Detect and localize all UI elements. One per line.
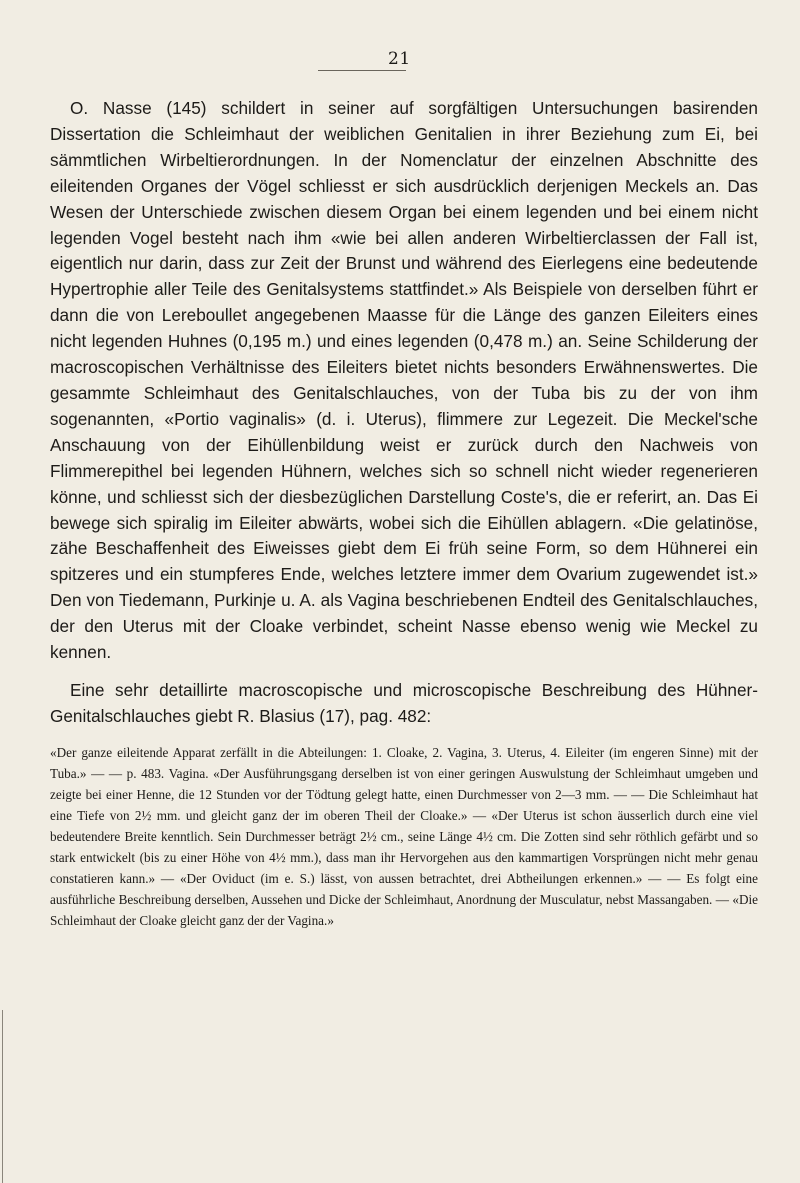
paragraph-nasse: O. Nasse (145) schildert in seiner auf sorgfältigen Untersuchungen basirenden Dissertation die Schleimhaut der weiblichen Genitalien in ihrer Beziehung zum Ei, bei sämmtlichen Wirbeltierordnungen. In der Nomenclatur der einzelnen Abschnitte des eileitenden Organes der Vögel schliesst er sich ausdrücklich derjenigen Meckels an. Das Wesen der Unterschiede zwischen diesem Organ bei einem legenden und bei einem nicht legenden Vogel besteht nach ihm «wie bei allen anderen Wirbeltierclassen der Fall ist, eigentlich nur darin, dass zur Zeit der Brunst und während des Eierlegens eine bedeutende Hypertrophie aller Teile des Genitalsystems stattfindet.» Als Beispiele von derselben führt er dann die von Lereboullet angegebenen Maasse für die Länge des ganzen Eileiters eines nicht legenden Huhnes (0,195 m.) und eines legenden (0,478 m.) an. Seine Schilderung der macroscopischen Verhältnisse des Eileiters bietet nichts besonders Erwähnenswertes. Die gesammte Schleimhaut des Genitalschlauches, von der Tuba bis zu der von ihm sogenannten, «Portio vaginalis» (d. i. Uterus), flimmere zur Legezeit. Die Meckel'sche Anschauung von der Eihüllenbildung weist er zurück durch den Nachweis von Flimmerepithel bei legenden Hühnern, welches sich so schnell nicht wieder regenerieren könne, und schliesst sich der diesbezüglichen Darstellung Coste's, die er referirt, an. Das Ei bewege sich spiralig im Eileiter abwärts, wobei sich die Eihüllen ablagern. «Die gelatinöse, zähe Beschaffenheit des Eiweisses giebt dem Ei früh seine Form, so dem Hühnerei ein spitzeres und ein stumpferes Ende, welches letztere immer dem Ovarium zugewendet ist.» Den von Tiedemann, Purkinje u. A. als Vagina beschriebenen Endteil des Genitalschlauches, der den Uterus mit der Cloake verbindet, scheint Nasse ebenso wenig wie Meckel zu kennen. xyxy=(50,98,758,663)
page-edge-line xyxy=(2,1010,3,1183)
page-number: 21 xyxy=(388,49,411,69)
page-content xyxy=(50,96,758,931)
header-rule xyxy=(318,70,406,71)
paragraph-blasius-intro: Eine sehr detaillirte macroscopische und microscopische Beschreibung des Hühner-Genitalschlauches giebt R. Blasius (17), pag. 482: xyxy=(50,679,758,726)
paragraph-blasius-quote: «Der ganze eileitende Apparat zerfällt in die Abteilungen: 1. Cloake, 2. Vagina, 3. Uterus, 4. Eileiter (im engeren Sinne) mit der Tuba.» — — p. 483. Vagina. «Der Ausführungsgang derselben ist von einer geringen Auswulstung der Schleimhaut umgeben und zeigte bei einer Henne, die 12 Stunden vor der Tödtung gelegt hatte, einen Durchmesser von 2—3 mm. — — Die Schleimhaut hat eine Tiefe von 2½ mm. und gleicht ganz der im oberen Theil der Cloake.» — «Der Uterus ist schon äusserlich durch eine viel bedeutendere Breite kenntlich. Sein Durchmesser beträgt 2½ cm., seine Länge 4½ cm. Die Zotten sind sehr röthlich gefärbt und so stark entwickelt (bis zu einer Höhe von 4½ mm.), dass man ihr Hervorgehen aus den kammartigen Vorsprüngen nicht mehr genau constatieren kann.» — «Der Oviduct (im e. S.) lässt, von aussen betrachtet, drei Abtheilungen erkennen.» — — Es folgt eine ausführliche Beschreibung derselben, Aussehen und Dicke der Schleimhaut, Anordnung der Musculatur, nebst Massangaben. — «Die Schleimhaut der Cloake gleicht ganz der der Vagina.» xyxy=(50,744,758,928)
